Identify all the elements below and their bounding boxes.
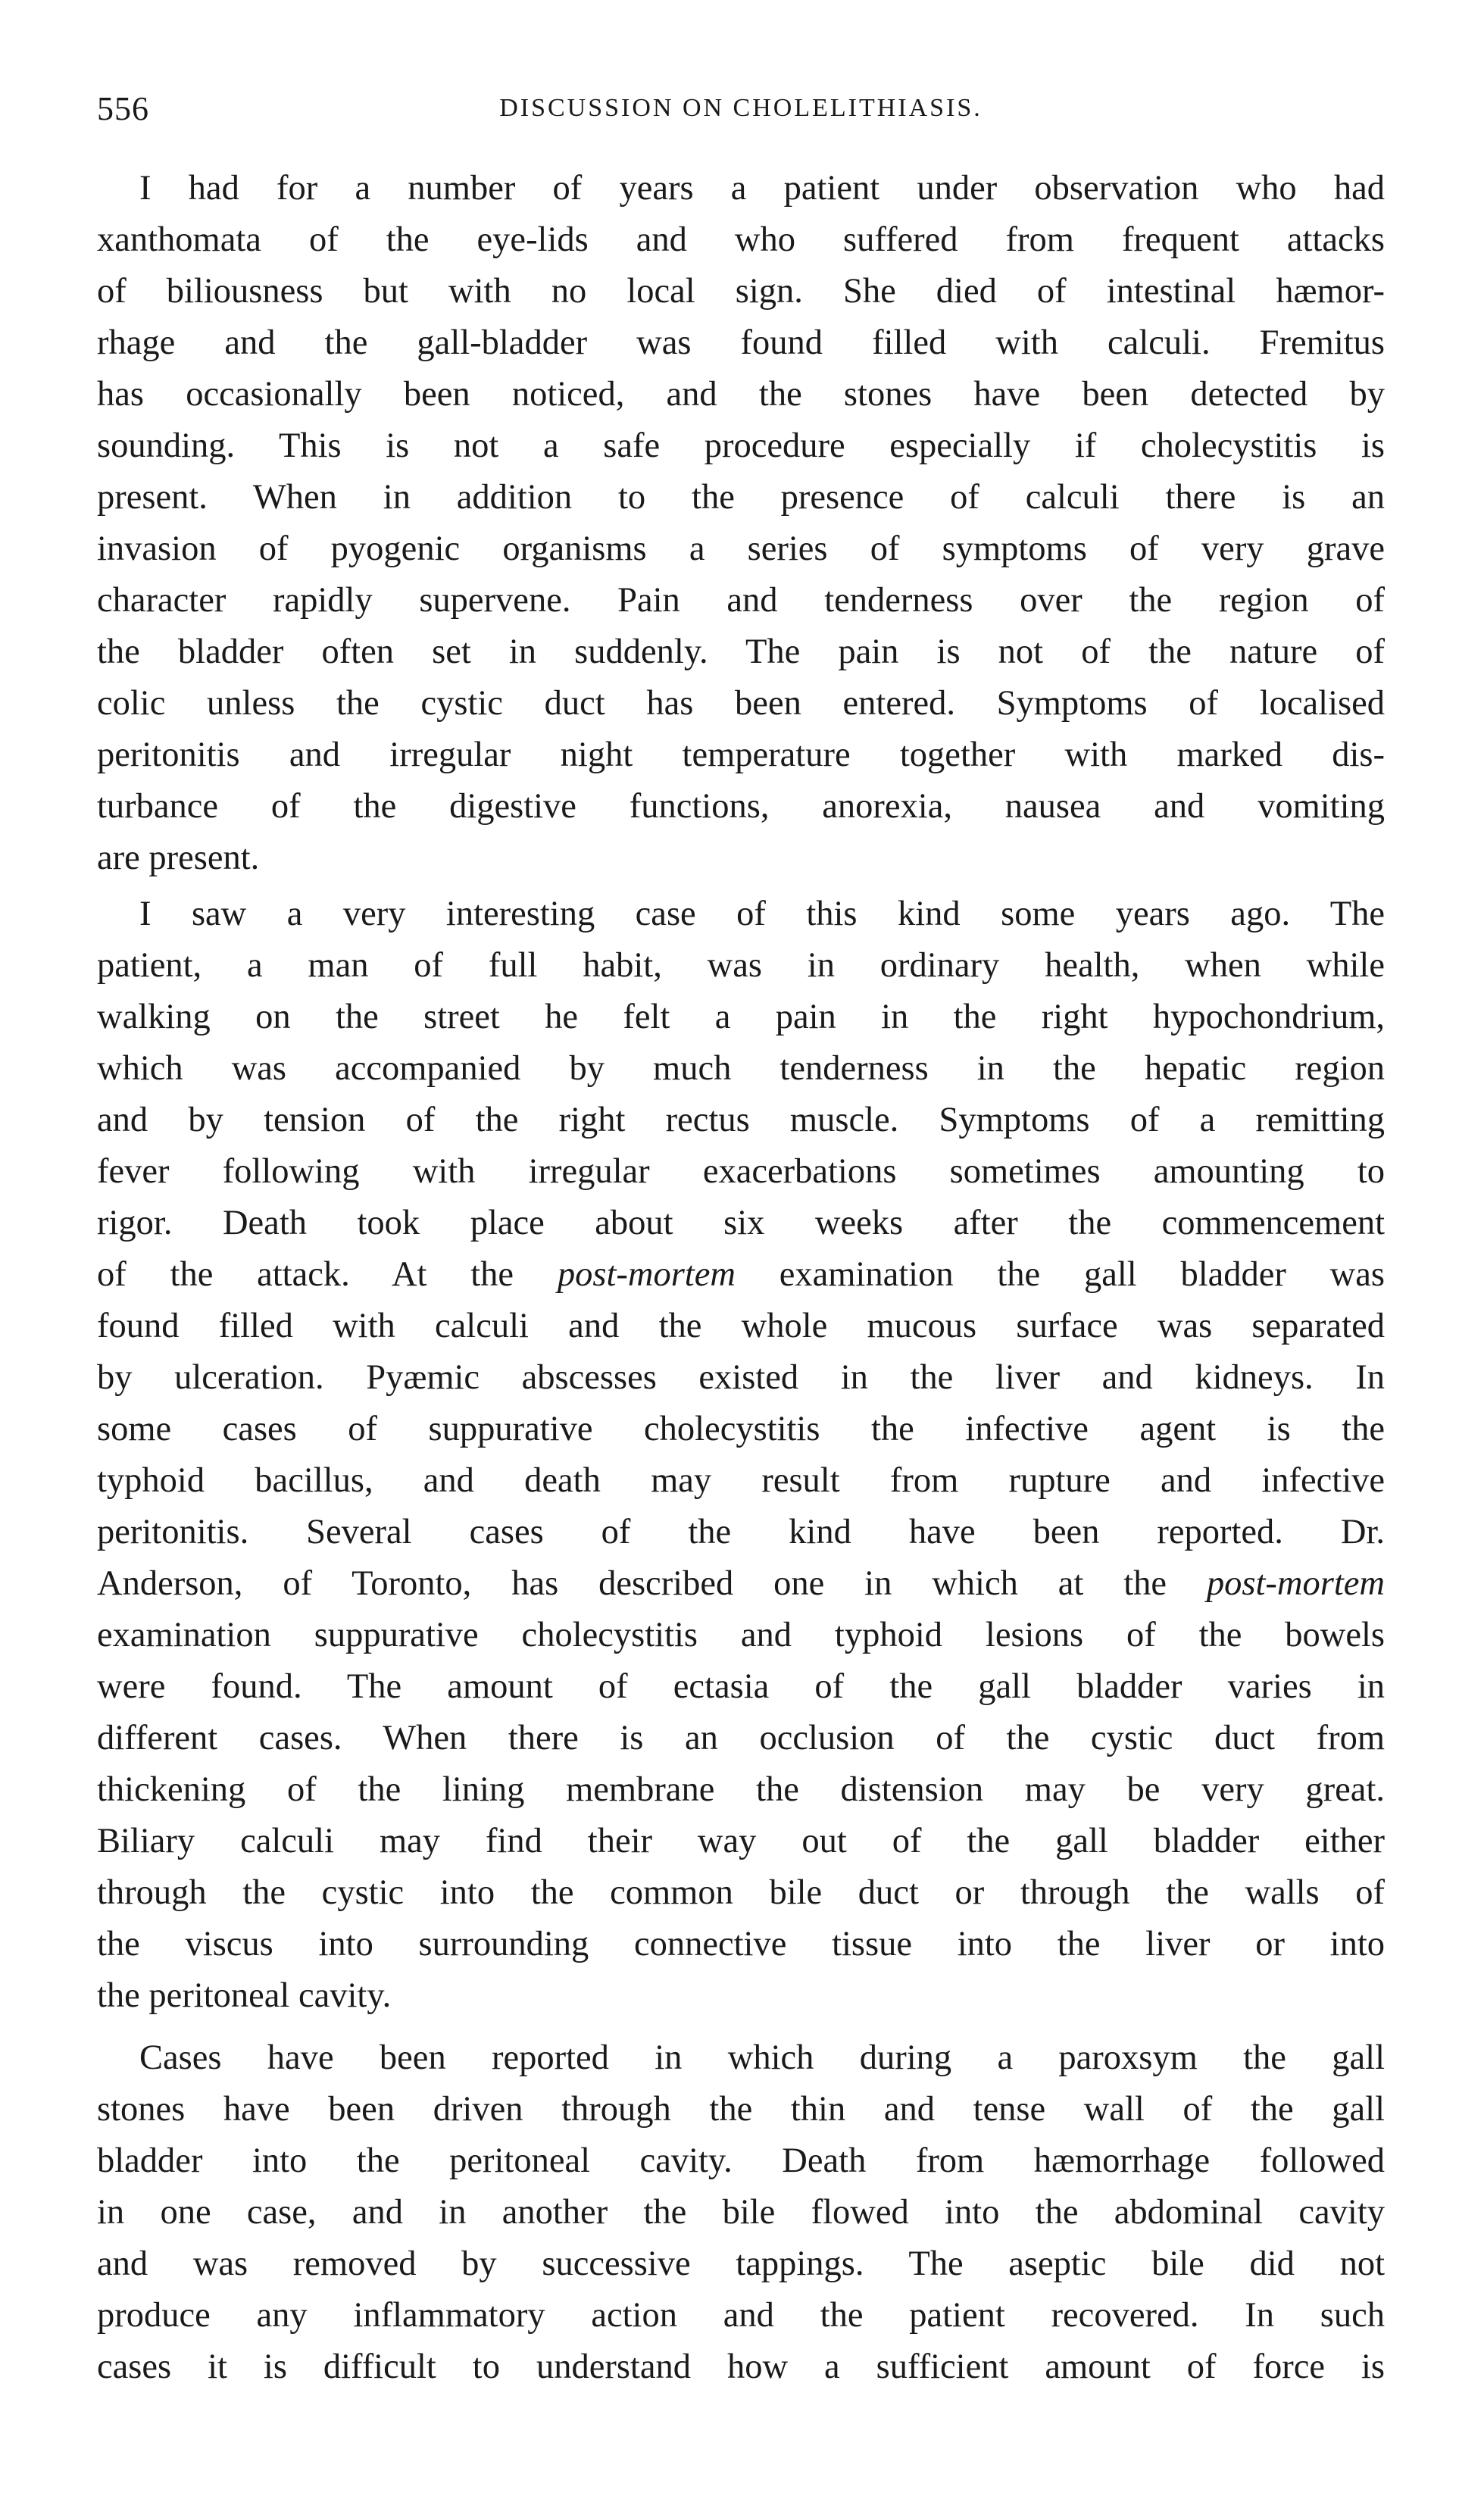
text-line: invasion of pyogenic organisms a series of symptoms of very grave <box>97 530 1385 568</box>
text-line: rhage and the gall-bladder was found filled with calculi. Fremitus <box>97 323 1385 362</box>
paragraph <box>97 889 1385 2022</box>
text-line: by ulceration. Pyæmic abscesses existed in the liver and kidneys. In <box>97 1358 1385 1397</box>
text-line: of the attack. At the post-mortem examination the gall bladder was <box>97 1255 1385 1294</box>
text-line: different cases. When there is an occlusion of the cystic duct from <box>97 1719 1385 1757</box>
paragraph <box>97 163 1385 884</box>
text-line: fever following with irregular exacerbations sometimes amounting to <box>97 1152 1385 1191</box>
text-line: stones have been driven through the thin and tense wall of the gall <box>97 2090 1385 2129</box>
text-line: examination suppurative cholecystitis and typhoid lesions of the bowels <box>97 1616 1385 1654</box>
text-line: and was removed by successive tappings. The aseptic bile did not <box>97 2245 1385 2283</box>
text-line: I had for a number of years a patient under observation who had <box>139 169 1385 208</box>
text-line: the viscus into surrounding connective tissue into the liver or into <box>97 1925 1385 1963</box>
text-line: I saw a very interesting case of this kind some years ago. The <box>139 895 1385 933</box>
text-line: produce any inflammatory action and the patient recovered. In such <box>97 2296 1385 2335</box>
text-line: has occasionally been noticed, and the stones have been detected by <box>97 375 1385 414</box>
text-line: Anderson, of Toronto, has described one in which at the post-mortem <box>97 1564 1385 1603</box>
running-title: DISCUSSION ON CHOLELITHIASIS. <box>499 94 983 122</box>
text-line: xanthomata of the eye-lids and who suffered from frequent attacks <box>97 220 1385 259</box>
text-line: sounding. This is not a safe procedure especially if cholecystitis is <box>97 426 1385 465</box>
text-line: character rapidly supervene. Pain and tenderness over the region of <box>97 581 1385 620</box>
text-line: in one case, and in another the bile flowed into the abdominal cavity <box>97 2193 1385 2232</box>
text-line: rigor. Death took place about six weeks after the commencement <box>97 1204 1385 1242</box>
page-number: 556 <box>97 90 149 127</box>
running-head <box>97 89 1385 135</box>
text-line: thickening of the lining membrane the distension may be very great. <box>97 1770 1385 1809</box>
text-line: patient, a man of full habit, was in ordinary health, when while <box>97 946 1385 985</box>
text-line: and by tension of the right rectus muscle. Symptoms of a remitting <box>97 1101 1385 1139</box>
body-text <box>97 163 1385 2393</box>
text-line: cases it is difficult to understand how a sufficient amount of force is <box>97 2348 1385 2386</box>
text-line: Cases have been reported in which during a paroxsym the gall <box>139 2038 1385 2077</box>
text-line: peritonitis. Several cases of the kind have been reported. Dr. <box>97 1513 1385 1551</box>
text-line: of biliousness but with no local sign. She died of intestinal hæmor- <box>97 272 1385 311</box>
paragraph <box>97 2032 1385 2393</box>
text-line: were found. The amount of ectasia of the gall bladder varies in <box>97 1667 1385 1706</box>
text-line: the bladder often set in suddenly. The pain is not of the nature of <box>97 633 1385 671</box>
text-line: are present. <box>97 839 260 877</box>
text-line: some cases of suppurative cholecystitis the infective agent is the <box>97 1410 1385 1448</box>
text-line: typhoid bacillus, and death may result from rupture and infective <box>97 1461 1385 1500</box>
text-line: Biliary calculi may find their way out of the gall bladder either <box>97 1822 1385 1860</box>
text-line: walking on the street he felt a pain in the right hypochondrium, <box>97 998 1385 1036</box>
text-line: found filled with calculi and the whole mucous surface was separated <box>97 1307 1385 1345</box>
text-line: through the cystic into the common bile duct or through the walls of <box>97 1873 1385 1912</box>
text-line: colic unless the cystic duct has been entered. Symptoms of localised <box>97 684 1385 723</box>
text-line: present. When in addition to the presence of calculi there is an <box>97 478 1385 517</box>
text-line: the peritoneal cavity. <box>97 1976 392 2015</box>
text-line: bladder into the peritoneal cavity. Death from hæmorrhage followed <box>97 2141 1385 2180</box>
text-line: turbance of the digestive functions, anorexia, nausea and vomiting <box>97 787 1385 826</box>
text-line: which was accompanied by much tenderness in the hepatic region <box>97 1049 1385 1088</box>
text-line: peritonitis and irregular night temperature together with marked dis- <box>97 736 1385 774</box>
